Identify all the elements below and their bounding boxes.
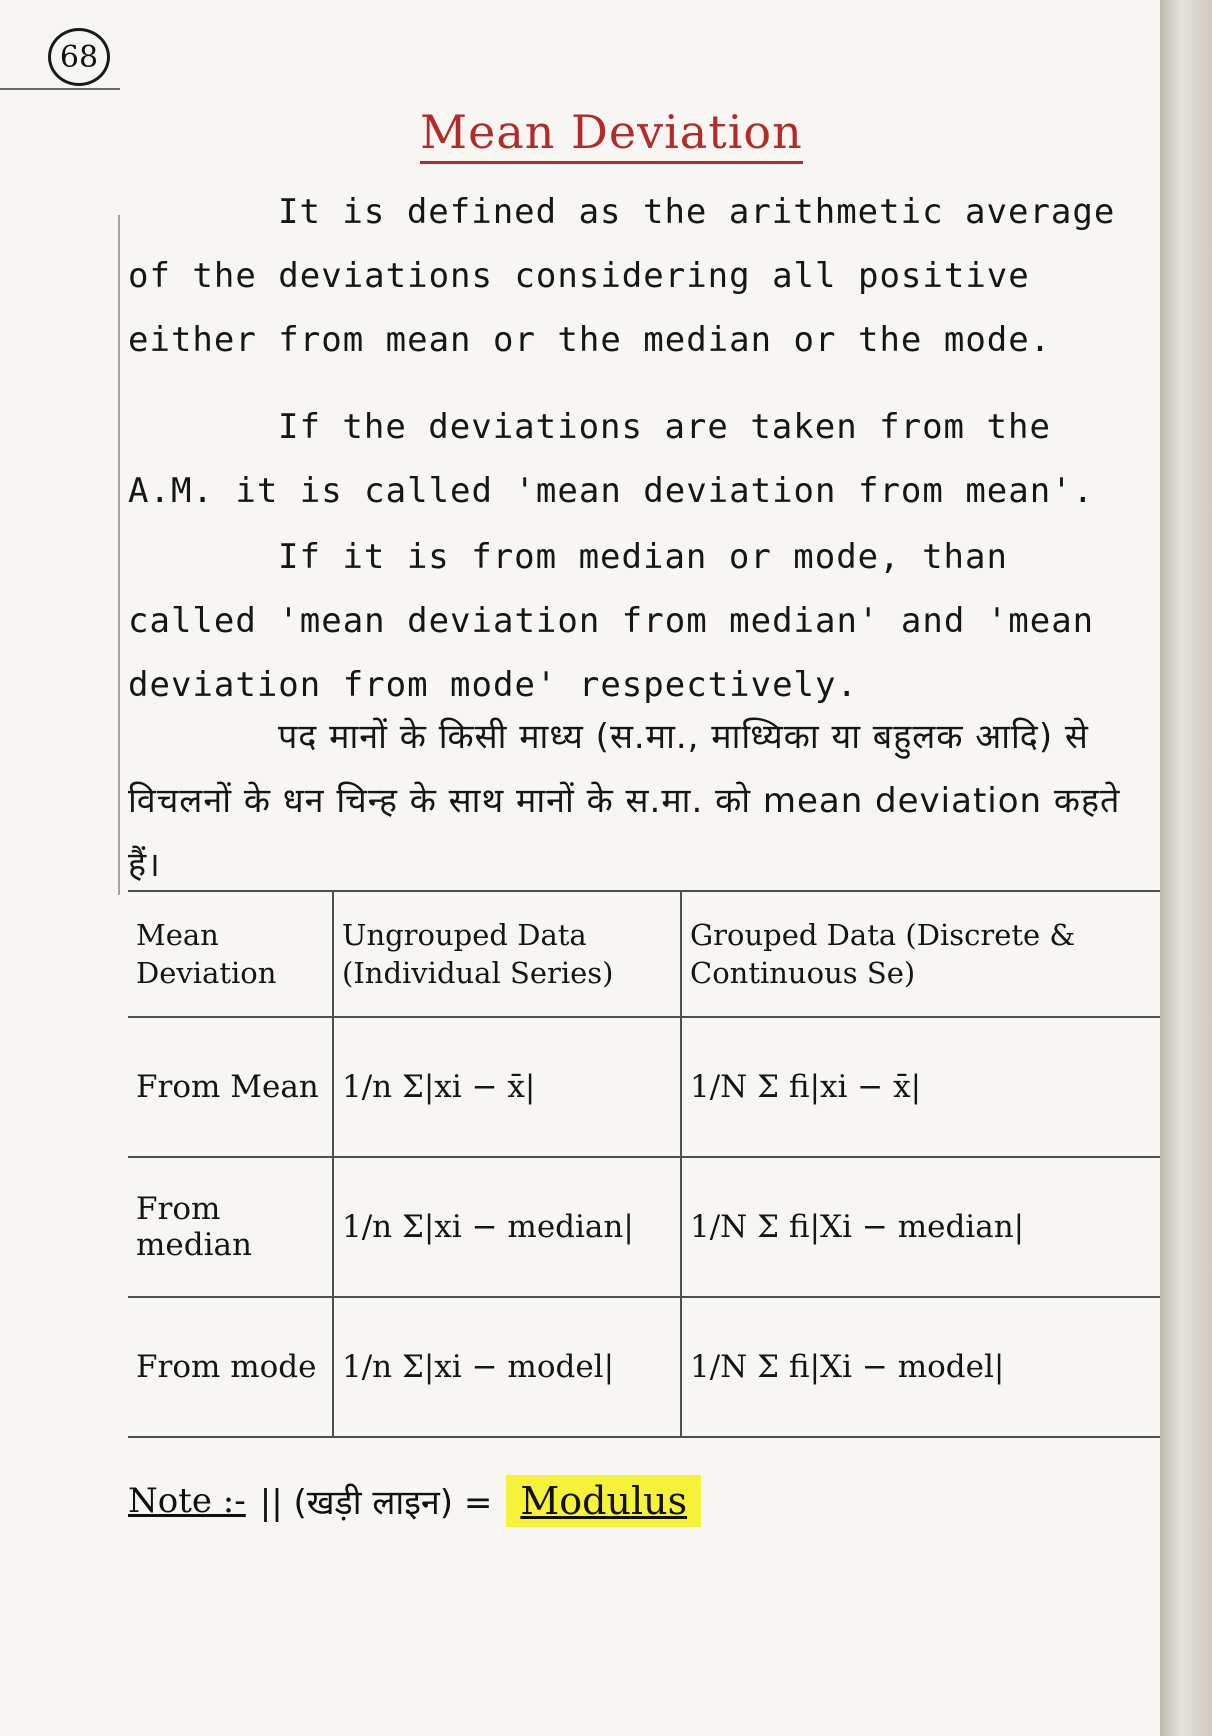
paragraph-definition-text: It is defined as the arithmetic average of the deviations considering all positive either from mean or the median or the mode. <box>128 192 1116 360</box>
header-ungrouped-data: Ungrouped Data (Individual Series) <box>333 891 681 1017</box>
formula-ungrouped-median: 1/n Σ|xi − median| <box>333 1157 681 1297</box>
paragraph-from-median-mode <box>128 525 1138 717</box>
table-row <box>128 1297 1160 1437</box>
note-label: Note :- <box>128 1481 246 1521</box>
formula-grouped-mean: 1/N Σ fi|xi − x̄| <box>681 1017 1160 1157</box>
note-symbol-text: || (खड़ी लाइन) = <box>259 1483 493 1523</box>
top-rule <box>0 88 120 90</box>
paragraph-from-mean <box>128 395 1138 523</box>
formula-grouped-mode: 1/N Σ fi|Xi − model| <box>681 1297 1160 1437</box>
paragraph-hindi-text: पद मानों के किसी माध्य (स.मा., माध्यिका या बहुलक आदि) से विचलनों के धन चिन्ह के साथ मानों के स.मा. को mean deviation कहते हैं। <box>128 717 1121 885</box>
mean-deviation-table <box>128 890 1160 1438</box>
paragraph-hindi <box>128 705 1138 897</box>
paragraph-from-median-mode-text: If it is from median or mode, than called 'mean deviation from median' and 'mean deviation from mode' respectively. <box>128 537 1095 705</box>
formula-ungrouped-mode: 1/n Σ|xi − model| <box>333 1297 681 1437</box>
formula-ungrouped-mean: 1/n Σ|xi − x̄| <box>333 1017 681 1157</box>
row-label-from-mode: From mode <box>128 1297 333 1437</box>
paragraph-definition <box>128 180 1138 372</box>
page-number: 68 <box>48 28 110 86</box>
table-header-row <box>128 891 1160 1017</box>
header-grouped-data: Grouped Data (Discrete & Continuous Se) <box>681 891 1160 1017</box>
page-title: Mean Deviation <box>420 105 803 164</box>
header-mean-deviation: Mean Deviation <box>128 891 333 1017</box>
margin-line <box>118 215 120 895</box>
table-row <box>128 1017 1160 1157</box>
paragraph-from-mean-text: If the deviations are taken from the A.M. it is called 'mean deviation from mean'. <box>128 407 1095 511</box>
notebook-binding-edge <box>1160 0 1212 1736</box>
row-label-from-median: From median <box>128 1157 333 1297</box>
formula-grouped-median: 1/N Σ fi|Xi − median| <box>681 1157 1160 1297</box>
note-line <box>128 1475 701 1527</box>
note-modulus-highlight: Modulus <box>506 1475 701 1527</box>
row-label-from-mean: From Mean <box>128 1017 333 1157</box>
table-row <box>128 1157 1160 1297</box>
